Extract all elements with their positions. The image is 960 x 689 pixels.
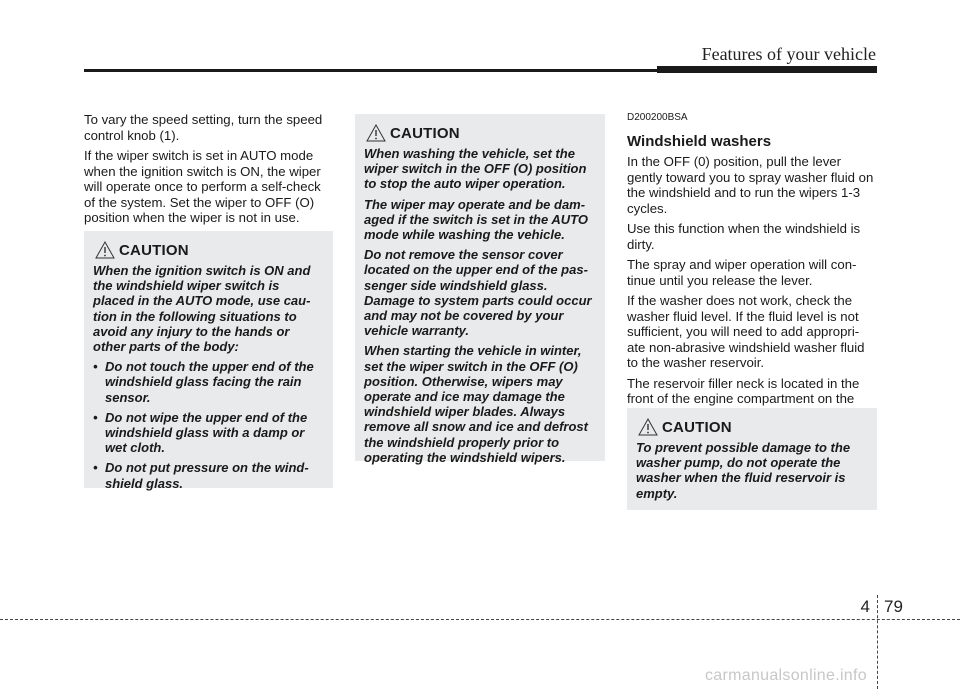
subsection-title: Windshield washers — [627, 132, 772, 150]
caution-text: Do not remove the sensor cover located on the upper end of the pas-senger side windshield glass. Damage to system parts could occur and may not be covered by your vehicle warranty. — [364, 247, 592, 339]
caution-text: When starting the vehicle in winter, set the wiper switch in the OFF (O) position. Otherwise, wipers may operate and ice may damage the windshield wiper blades. Always remove all snow and ice and defrost the windshield properly prior to operating the windshield wipers. — [364, 343, 588, 465]
paragraph: In the OFF (0) position, pull the lever gently toward you to spray washer fluid on the windshield and to run the wipers 1-3 cycles. — [627, 154, 874, 216]
caution-header — [366, 124, 595, 142]
warning-triangle-icon — [366, 124, 386, 142]
caution-box-washer-pump — [627, 408, 877, 510]
caution-text: The wiper may operate and be dam-aged if the switch is set in the AUTO mode while washing the vehicle. — [364, 196, 588, 243]
list-item-text: Do not put pressure on the wind-shield glass. — [105, 460, 309, 491]
caution-title: CAUTION — [119, 241, 189, 259]
paragraph: If the wiper switch is set in AUTO mode when the ignition switch is ON, the wiper will operate once to perform a self-check of the system. Set the wiper to OFF (O) position when the wiper is not in use. — [84, 148, 321, 225]
paragraph: Use this function when the windshield is dirty. — [627, 221, 861, 252]
list-item-text: Do not touch the upper end of the windshield glass facing the rain sensor. — [105, 359, 314, 405]
paragraph: The spray and wiper operation will con-tinue until you release the lever. — [627, 257, 857, 288]
caution-box-sensor — [84, 231, 333, 491]
left-column — [84, 112, 334, 231]
paragraph: If the washer does not work, check the washer fluid level. If the fluid level is not sufficient, you will need to add appropri-ate non-abrasive windshield washer fluid to the washer reservoir. — [627, 293, 865, 370]
paragraph: The reservoir filler neck is located in the front of the engine compartment on the — [627, 375, 860, 406]
caution-box-washing — [355, 114, 605, 465]
caution-text: When washing the vehicle, set the wiper switch in the OFF (O) position to stop the auto wiper operation. — [364, 146, 587, 192]
warning-triangle-icon — [95, 241, 115, 259]
caution-text: To prevent possible damage to the washer pump, do not operate the washer when the fluid reservoir is empty. — [636, 440, 851, 501]
caution-title: CAUTION — [390, 124, 460, 142]
header-tab-bar — [657, 66, 877, 73]
footer-divider — [0, 619, 960, 620]
paragraph: To vary the speed setting, turn the speed control knob (1). — [84, 112, 323, 143]
list-item: • Do not touch the upper end of the windshield glass facing the rain sensor. — [93, 359, 323, 405]
caution-title: CAUTION — [662, 418, 732, 436]
caution-text: When the ignition switch is ON and the windshield wiper switch is placed in the AUTO mode, use cau-tion in the following situations to avoid any injury to the hands or other parts of the body: — [93, 263, 311, 355]
section-title: Features of your vehicle — [701, 44, 876, 64]
watermark: carmanualsonline.info — [705, 667, 867, 684]
section-code: D200200BSA — [627, 112, 688, 123]
caution-header — [638, 418, 867, 436]
footer-page-divider — [877, 595, 878, 689]
right-column — [627, 110, 877, 427]
chapter-number: 4 — [860, 597, 870, 616]
list-item: • Do not put pressure on the wind-shield glass. — [93, 460, 323, 490]
list-item: • Do not wipe the upper end of the windshield glass with a damp or wet cloth. — [93, 410, 323, 456]
warning-triangle-icon — [638, 418, 658, 436]
page-number: 79 — [884, 597, 903, 616]
caution-header — [95, 241, 323, 259]
list-item-text: Do not wipe the upper end of the windshield glass with a damp or wet cloth. — [105, 409, 308, 456]
